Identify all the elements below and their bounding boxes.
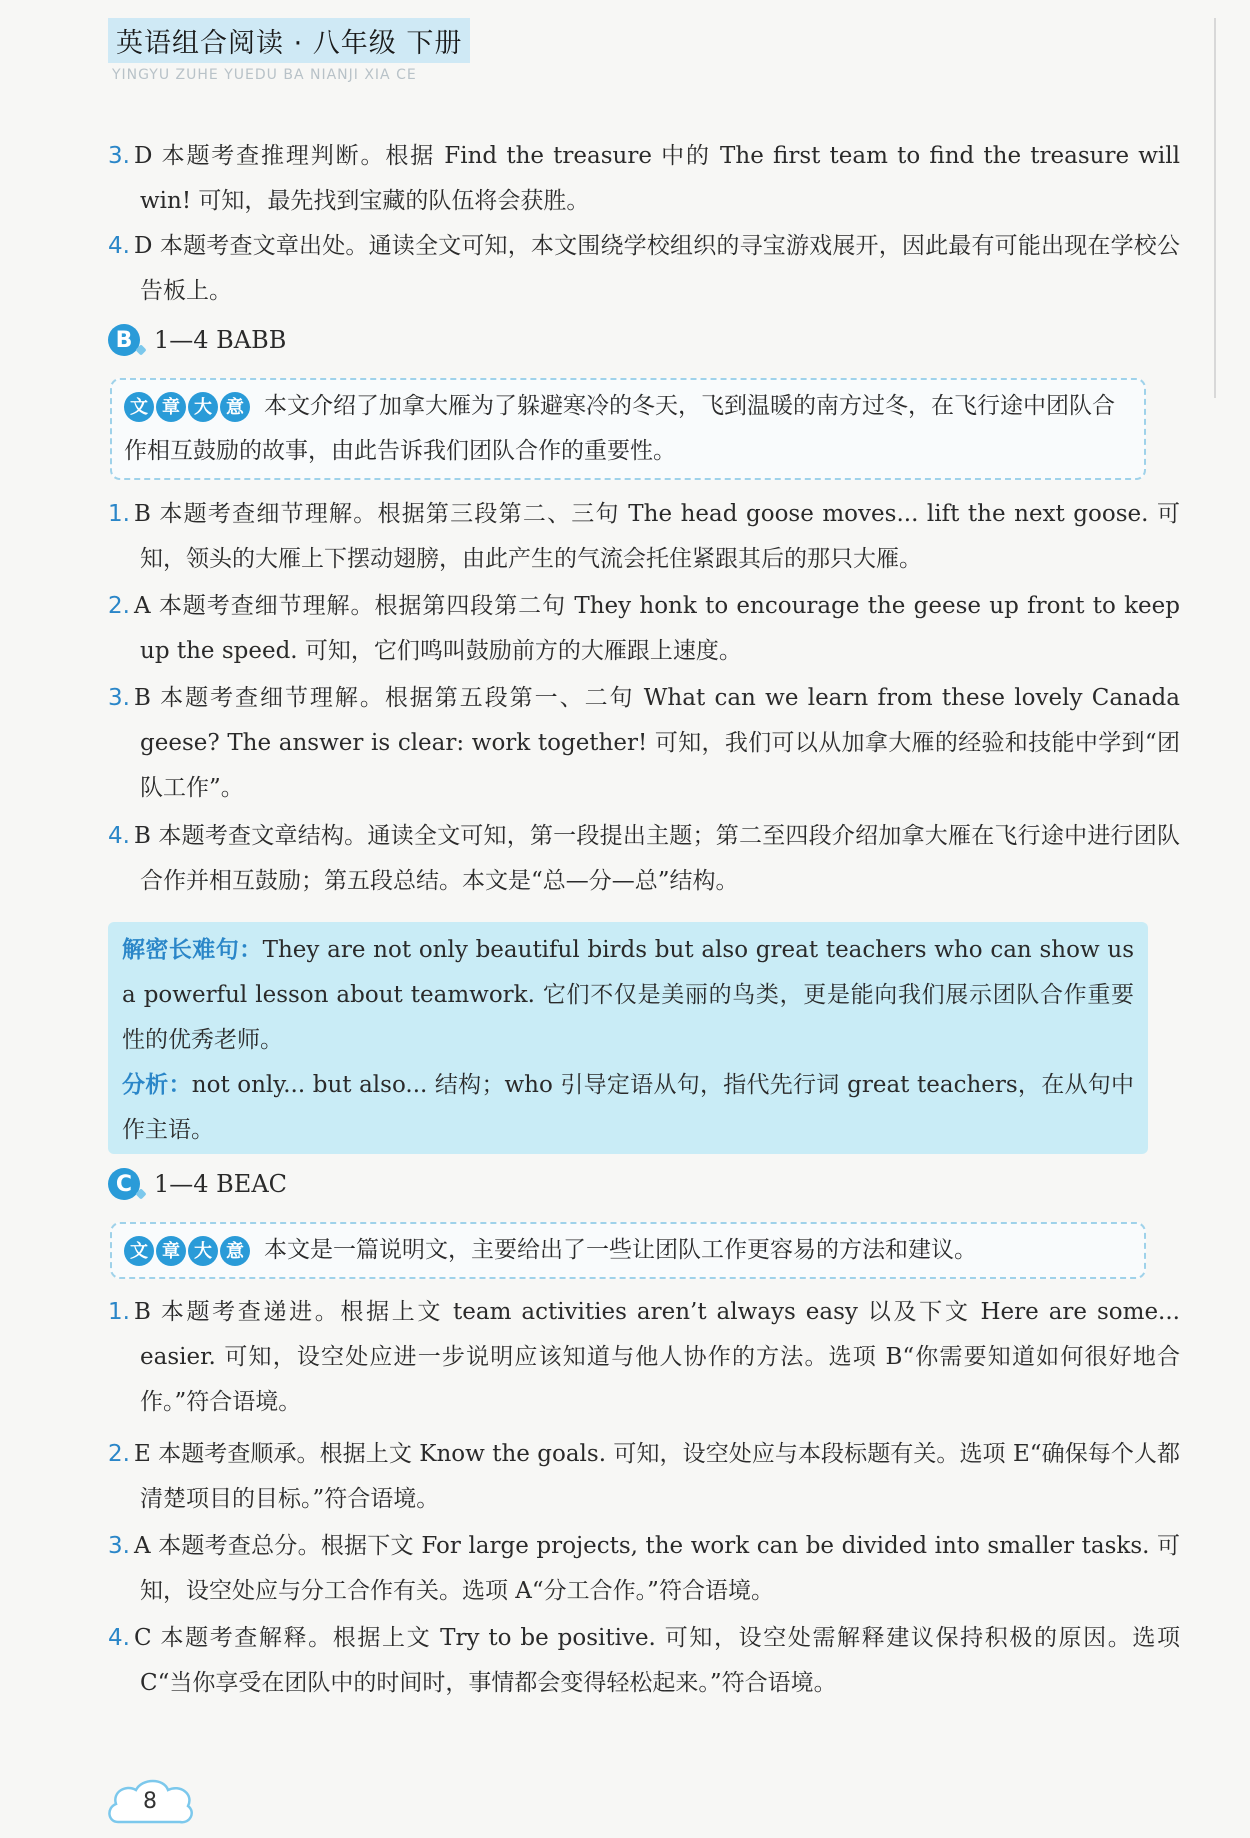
section-c-icon: C (108, 1168, 140, 1200)
answer-item-c3: 3. A 本题考查总分。根据下文 For large projects, the work can be divided into smaller tasks. 可知，设空处应与分工合作有关。选项 A“分工合作。”符合语境。 (108, 1533, 1180, 1604)
key-analysis: 分析：not only... but also... 结构；who 引导定语从句，指代先行词 great teachers，在从句中作主语。 (122, 1072, 1134, 1143)
answer-item-b2: 2. A 本题考查细节理解。根据第四段第二句 They honk to encourage the geese up front to keep up the speed. 可知，它们鸣叫鼓励前方的大雁跟上速度。 (108, 593, 1180, 664)
section-c-summary: 文 章 大 意 本文是一篇说明文，主要给出了一些让团队工作更容易的方法和建议。 (110, 1222, 1146, 1279)
answer-item-b1: 1. B 本题考查细节理解。根据第三段第二、三句 The head goose moves... lift the next goose. 可知，领头的大雁上下摆动翅膀，由此产生的气流会托住紧跟其后的那只大雁。 (108, 501, 1180, 572)
section-b-answers: 1—4 BABB (154, 326, 287, 354)
answer-item-c4: 4. C 本题考查解释。根据上文 Try to be positive. 可知，设空处需解释建议保持积极的原因。选项 C“当你享受在团队中的时间时，事情都会变得轻松起来。”符合语境。 (108, 1625, 1180, 1696)
book-title: 英语组合阅读 · 八年级 下册 (108, 18, 470, 63)
section-c-answers: 1—4 BEAC (154, 1170, 288, 1198)
section-b-header (108, 320, 286, 360)
answer-item-c2: 2. E 本题考查顺承。根据上文 Know the goals. 可知，设空处应与本段标题有关。选项 E“确保每个人都清楚项目的目标。”符合语境。 (108, 1441, 1180, 1512)
key-sentence-box (108, 922, 1148, 1154)
page-header (108, 18, 470, 83)
book-subtitle: YINGYU ZUHE YUEDU BA NIANJI XIA CE (112, 67, 417, 83)
section-b-icon: B (108, 324, 140, 356)
answer-item-a4: 4. D 本题考查文章出处。通读全文可知，本文围绕学校组织的寻宝游戏展开，因此最有可能出现在学校公告板上。 (108, 233, 1180, 304)
summary-badge-b: 文 章 大 意 (124, 392, 252, 422)
key-sentence: 解密长难句：They are not only beautiful birds but also great teachers who can show us a powerful lesson about teamwork. 它们不仅是美丽的鸟类，更是能向我们展示团队合作重要性的优秀老师。 (122, 937, 1134, 1053)
section-b-summary: 文 章 大 意 本文介绍了加拿大雁为了躲避寒冷的冬天，飞到温暖的南方过冬，在飞行途中团队合作相互鼓励的故事，由此告诉我们团队合作的重要性。 (110, 378, 1146, 480)
section-c-header (108, 1164, 287, 1204)
page-edge-line (1214, 18, 1216, 398)
answer-item-a3: 3. D 本题考查推理判断。根据 Find the treasure 中的 The first team to find the treasure will win! 可知，最先找到宝藏的队伍将会获胜。 (108, 143, 1180, 214)
answer-item-c1: 1. B 本题考查递进。根据上文 team activities aren’t always easy 以及下文 Here are some... easier. 可知，设空处应进一步说明应该知道与他人协作的方法。选项 B“你需要知道如何很好地合作。”符合语境。 (108, 1299, 1180, 1415)
answer-item-b4: 4. B 本题考查文章结构。通读全文可知，第一段提出主题；第二至四段介绍加拿大雁在飞行途中进行团队合作并相互鼓励；第五段总结。本文是“总—分—总”结构。 (108, 823, 1180, 894)
summary-badge-c: 文 章 大 意 (124, 1236, 252, 1266)
answer-item-b3: 3. B 本题考查细节理解。根据第五段第一、二句 What can we learn from these lovely Canada geese? The answer is clear: work together! 可知，我们可以从加拿大雁的经验和技能中学到“团队工作”。 (108, 685, 1180, 801)
page-number: 8 (143, 1788, 157, 1814)
